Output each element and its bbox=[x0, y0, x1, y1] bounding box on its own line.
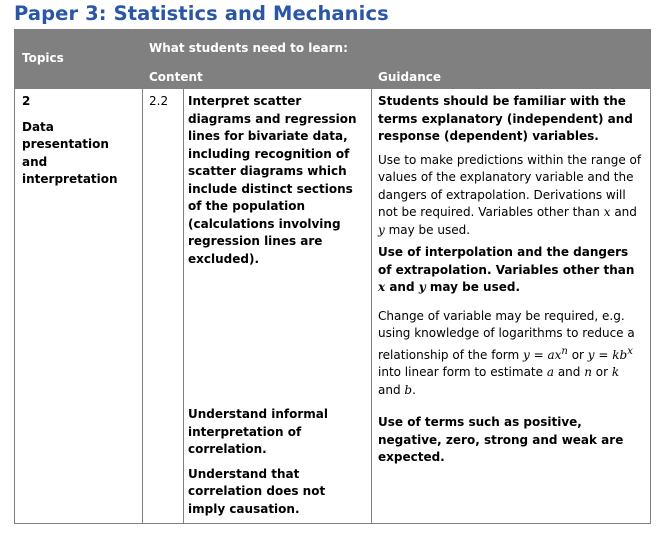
content-number: 2.2 bbox=[149, 94, 169, 108]
topic-name: Data presentation and interpretation bbox=[22, 119, 118, 186]
topic-cell bbox=[15, 89, 143, 524]
content-number-cell bbox=[143, 89, 184, 524]
content-item-3: Understand that correlation does not imply causation. bbox=[188, 466, 326, 516]
guidance-paragraph-3: Use of interpolation and the dangers of extrapolation. Variables other than x and y may be used. bbox=[378, 245, 635, 294]
topics-header: Topics bbox=[15, 30, 143, 89]
guidance-paragraph-4: Change of variable may be required, e.g. using knowledge of logarithms to reduce a relationship of the form $y = ax^n$ or $y = kb^x$ into linear form to estimate a and n or k and b. bbox=[378, 308, 635, 397]
content-header: Content bbox=[143, 68, 372, 89]
guidance-paragraph-1: Students should be familiar with the terms explanatory (independent) and response (dependent) variables. bbox=[378, 94, 633, 143]
guidance-header: Guidance bbox=[372, 68, 651, 89]
content-item-1: Interpret scatter diagrams and regression lines for bivariate data, including recognition of scatter diagrams which include distinct sections of the population (calculations involving regression lines are excluded). bbox=[188, 94, 357, 266]
topic-number: 2 bbox=[22, 94, 31, 108]
guidance-paragraph-5: Use of terms such as positive, negative, zero, strong and weak are expected. bbox=[378, 415, 624, 464]
what-students-need-header: What students need to learn: bbox=[143, 30, 651, 68]
content-cell bbox=[184, 89, 372, 524]
content-item-2: Understand informal interpretation of correlation. bbox=[188, 407, 328, 456]
guidance-cell bbox=[372, 89, 651, 524]
page-title: Paper 3: Statistics and Mechanics bbox=[14, 2, 389, 25]
guidance-paragraph-2: Use to make predictions within the range of values of the explanatory variable and the dangers of extrapolation. Derivations will not be required. Variables other than x and y may be used. bbox=[378, 152, 642, 237]
specification-table bbox=[14, 29, 651, 524]
